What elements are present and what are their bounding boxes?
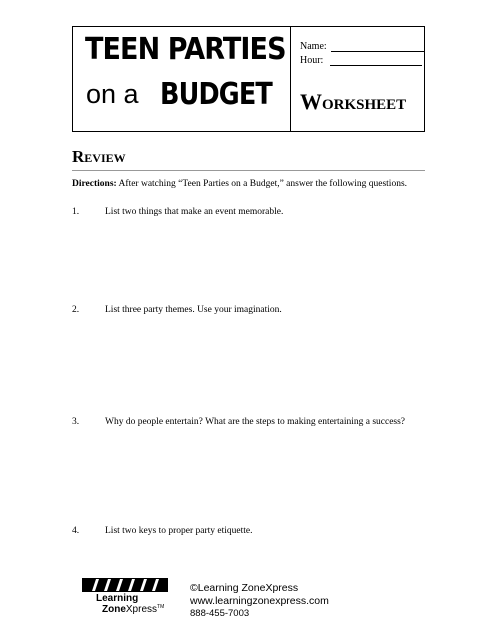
directions-label: Directions: — [72, 179, 117, 189]
logo-learning-text: Learning — [96, 593, 139, 604]
logo-stripes-icon — [82, 578, 168, 592]
question-2 — [72, 306, 282, 316]
worksheet-label: Worksheet — [300, 89, 407, 114]
directions-body: After watching “Teen Parties on a Budget,” answer the following questions. — [116, 179, 408, 189]
hour-blank-line[interactable] — [330, 56, 422, 66]
name-label: Name: — [300, 41, 327, 52]
question-4 — [72, 527, 252, 537]
footer-url: www.learningzonexpress.com — [190, 595, 329, 607]
name-blank-line[interactable] — [331, 42, 424, 52]
worksheet-header — [72, 26, 425, 132]
question-number: 2. — [72, 305, 80, 315]
question-text: List two keys to proper party etiquette. — [105, 526, 253, 536]
question-text: List three party themes. Use your imagination. — [105, 305, 282, 315]
question-number: 3. — [72, 417, 80, 427]
section-divider — [72, 170, 425, 171]
logo-zonexpress-text — [102, 605, 164, 615]
hour-label: Hour: — [300, 55, 324, 66]
question-number: 1. — [72, 207, 80, 217]
learning-zonexpress-logo — [82, 578, 182, 618]
title-on-a: on a — [86, 79, 139, 109]
logo-zone-part: Zone — [102, 604, 126, 615]
logo-trademark: TM — [157, 604, 165, 610]
question-number: 4. — [72, 526, 80, 536]
title-teen-parties: TEEN PARTIES — [85, 32, 286, 67]
footer-phone: 888-455-7003 — [190, 608, 250, 619]
question-text: Why do people entertain? What are the steps to making entertaining a success? — [105, 417, 406, 427]
name-field — [300, 42, 424, 52]
directions-text — [72, 180, 407, 190]
title-budget: BUDGET — [160, 77, 272, 112]
section-heading-review: Review — [72, 147, 126, 166]
question-1 — [72, 208, 283, 218]
hour-field — [300, 56, 422, 66]
header-divider — [290, 27, 291, 131]
question-text: List two things that make an event memorable. — [105, 207, 284, 217]
question-3 — [72, 418, 405, 428]
footer-copyright: ©Learning ZoneXpress — [190, 582, 299, 594]
logo-xpress-part: Xpress — [125, 604, 158, 615]
